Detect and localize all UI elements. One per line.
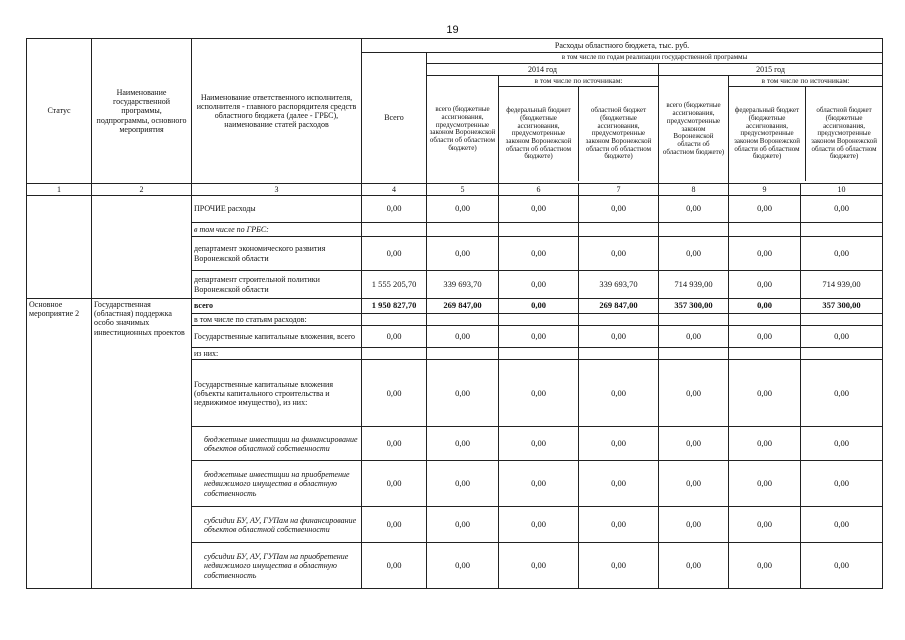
- col-number: 10: [801, 183, 883, 195]
- value-cell: 0,00: [499, 299, 579, 314]
- value-cell: 0,00: [801, 507, 883, 543]
- value-cell: 0,00: [499, 543, 579, 589]
- value-cell: 0,00: [579, 237, 659, 271]
- col-number: 7: [579, 183, 659, 195]
- header-2015-total: всего (бюджетные ассигнования, предусмотренные законом Воронежской области об областном бюджете): [659, 75, 729, 183]
- budget-table: [26, 38, 883, 589]
- value-cell: 0,00: [499, 237, 579, 271]
- value-cell: 0,00: [729, 237, 801, 271]
- value-cell: 0,00: [729, 271, 801, 299]
- value-cell: 0,00: [499, 507, 579, 543]
- value-cell: 0,00: [427, 196, 499, 223]
- col-number: 3: [192, 183, 362, 195]
- header-status: Статус: [27, 39, 92, 184]
- value-cell: 0,00: [579, 543, 659, 589]
- header-2014-sources: [499, 75, 659, 183]
- header-year-2015: 2015 год: [659, 63, 883, 75]
- value-cell: 0,00: [801, 326, 883, 348]
- value-cell: 0,00: [659, 326, 729, 348]
- value-cell: 339 693,70: [427, 271, 499, 299]
- value-cell: 0,00: [579, 196, 659, 223]
- header-expenses: Расходы областного бюджета, тыс. руб.: [362, 39, 883, 53]
- row-label: бюджетные инвестиции на финансирование объектов областной собственности: [192, 427, 362, 461]
- value-cell: 0,00: [427, 237, 499, 271]
- row-label: в том числе по ГРБС:: [192, 223, 362, 237]
- value-cell: 0,00: [801, 360, 883, 427]
- header-2015-sources: [729, 75, 883, 183]
- value-cell: 0,00: [427, 461, 499, 507]
- value-cell: 0,00: [659, 360, 729, 427]
- row-label: всего: [192, 299, 362, 314]
- header-total: Всего: [362, 53, 427, 184]
- header-executor: Наименование ответственного исполнителя, исполнителя - главного распорядителя средств областного бюджета (далее - ГРБС), наименование статей расходов: [192, 39, 362, 184]
- row-label: в том числе по статьям расходов:: [192, 314, 362, 326]
- value-cell: 357 300,00: [659, 299, 729, 314]
- value-cell: 0,00: [579, 360, 659, 427]
- row-label: субсидии БУ, АУ, ГУПам на финансирование объектов областной собственности: [192, 507, 362, 543]
- value-cell: 0,00: [659, 427, 729, 461]
- header-2015-federal: федеральный бюджет (бюджетные ассигнования, предусмотренные законом Воронежской области об областном бюджете): [729, 87, 806, 181]
- value-cell: 0,00: [499, 196, 579, 223]
- value-cell: 0,00: [499, 427, 579, 461]
- value-cell: 0,00: [362, 360, 427, 427]
- value-cell: 269 847,00: [427, 299, 499, 314]
- col-number: 4: [362, 183, 427, 195]
- value-cell: 0,00: [801, 461, 883, 507]
- value-cell: 0,00: [362, 196, 427, 223]
- value-cell: 0,00: [659, 196, 729, 223]
- value-cell: 714 939,00: [659, 271, 729, 299]
- value-cell: 0,00: [801, 543, 883, 589]
- col-number: 5: [427, 183, 499, 195]
- col-number: 9: [729, 183, 801, 195]
- row-label: департамент экономического развития Воронежской области: [192, 237, 362, 271]
- value-cell: 0,00: [659, 237, 729, 271]
- value-cell: 0,00: [729, 543, 801, 589]
- value-cell: 0,00: [499, 326, 579, 348]
- row-label: Государственные капитальные вложения (объекты капитального строительства и недвижимое имущество), из них:: [192, 360, 362, 427]
- value-cell: 0,00: [729, 299, 801, 314]
- value-cell: 0,00: [729, 196, 801, 223]
- table-row: [27, 196, 883, 223]
- row-label: субсидии БУ, АУ, ГУПам на приобретение недвижимого имущества в областную собственность: [192, 543, 362, 589]
- header-2015-by-sources: в том числе по источникам:: [729, 76, 882, 87]
- value-cell: 0,00: [729, 326, 801, 348]
- row-label: Государственные капитальные вложения, всего: [192, 326, 362, 348]
- value-cell: 0,00: [427, 507, 499, 543]
- value-cell: 0,00: [362, 543, 427, 589]
- value-cell: 0,00: [659, 461, 729, 507]
- header-year-2014: 2014 год: [427, 63, 659, 75]
- value-cell: 0,00: [801, 237, 883, 271]
- status-cell: [27, 196, 92, 299]
- value-cell: 0,00: [427, 326, 499, 348]
- program-cell: [92, 196, 192, 299]
- value-cell: 0,00: [427, 543, 499, 589]
- value-cell: 0,00: [729, 461, 801, 507]
- value-cell: 0,00: [362, 461, 427, 507]
- status-cell: Основное мероприятие 2: [27, 299, 92, 589]
- value-cell: 0,00: [579, 507, 659, 543]
- value-cell: 0,00: [579, 427, 659, 461]
- value-cell: 0,00: [362, 237, 427, 271]
- value-cell: 0,00: [729, 507, 801, 543]
- page-number: 19: [446, 24, 459, 36]
- value-cell: 0,00: [362, 326, 427, 348]
- value-cell: 339 693,70: [579, 271, 659, 299]
- value-cell: 0,00: [801, 196, 883, 223]
- header-2014-regional: областной бюджет (бюджетные ассигнования, предусмотренные законом Воронежской области об областном бюджете): [585, 106, 652, 161]
- col-number: 8: [659, 183, 729, 195]
- value-cell: 0,00: [579, 326, 659, 348]
- value-cell: 0,00: [427, 360, 499, 427]
- value-cell: 0,00: [499, 360, 579, 427]
- value-cell: 0,00: [801, 427, 883, 461]
- value-cell: 714 939,00: [801, 271, 883, 299]
- header-2015-regional: областной бюджет (бюджетные ассигнования, предусмотренные законом Воронежской области об областном бюджете): [811, 106, 877, 161]
- col-number: 6: [499, 183, 579, 195]
- header-program: Наименование государственной программы, подпрограммы, основного мероприятия: [92, 39, 192, 184]
- value-cell: 0,00: [362, 507, 427, 543]
- row-label: бюджетные инвестиции на приобретение недвижимого имущества в областную собственность: [192, 461, 362, 507]
- value-cell: 0,00: [427, 427, 499, 461]
- header-2014-by-sources: в том числе по источникам:: [499, 76, 658, 87]
- value-cell: 0,00: [499, 271, 579, 299]
- header-2014-federal: федеральный бюджет (бюджетные ассигнования, предусмотренные законом Воронежской области об областном бюджете): [499, 87, 579, 181]
- row-label: из них:: [192, 348, 362, 360]
- value-cell: 357 300,00: [801, 299, 883, 314]
- header-2014-total: всего (бюджетные ассигнования, предусмотренные законом Воронежской области об областном бюджете): [427, 75, 499, 183]
- row-label: ПРОЧИЕ расходы: [192, 196, 362, 223]
- value-cell: 0,00: [659, 507, 729, 543]
- row-label: департамент строительной политики Воронежской области: [192, 271, 362, 299]
- value-cell: 269 847,00: [579, 299, 659, 314]
- value-cell: 0,00: [729, 360, 801, 427]
- value-cell: 1 555 205,70: [362, 271, 427, 299]
- value-cell: 0,00: [499, 461, 579, 507]
- program-cell: Государственная (областная) поддержка особо значимых инвестиционных проектов: [92, 299, 192, 589]
- value-cell: 0,00: [362, 427, 427, 461]
- value-cell: 0,00: [659, 543, 729, 589]
- value-cell: 0,00: [579, 461, 659, 507]
- col-number: 1: [27, 183, 92, 195]
- value-cell: 0,00: [729, 427, 801, 461]
- value-cell: 1 950 827,70: [362, 299, 427, 314]
- col-number: 2: [92, 183, 192, 195]
- header-by-years: в том числе по годам реализации государственной программы: [427, 53, 883, 64]
- table-row: [27, 299, 883, 314]
